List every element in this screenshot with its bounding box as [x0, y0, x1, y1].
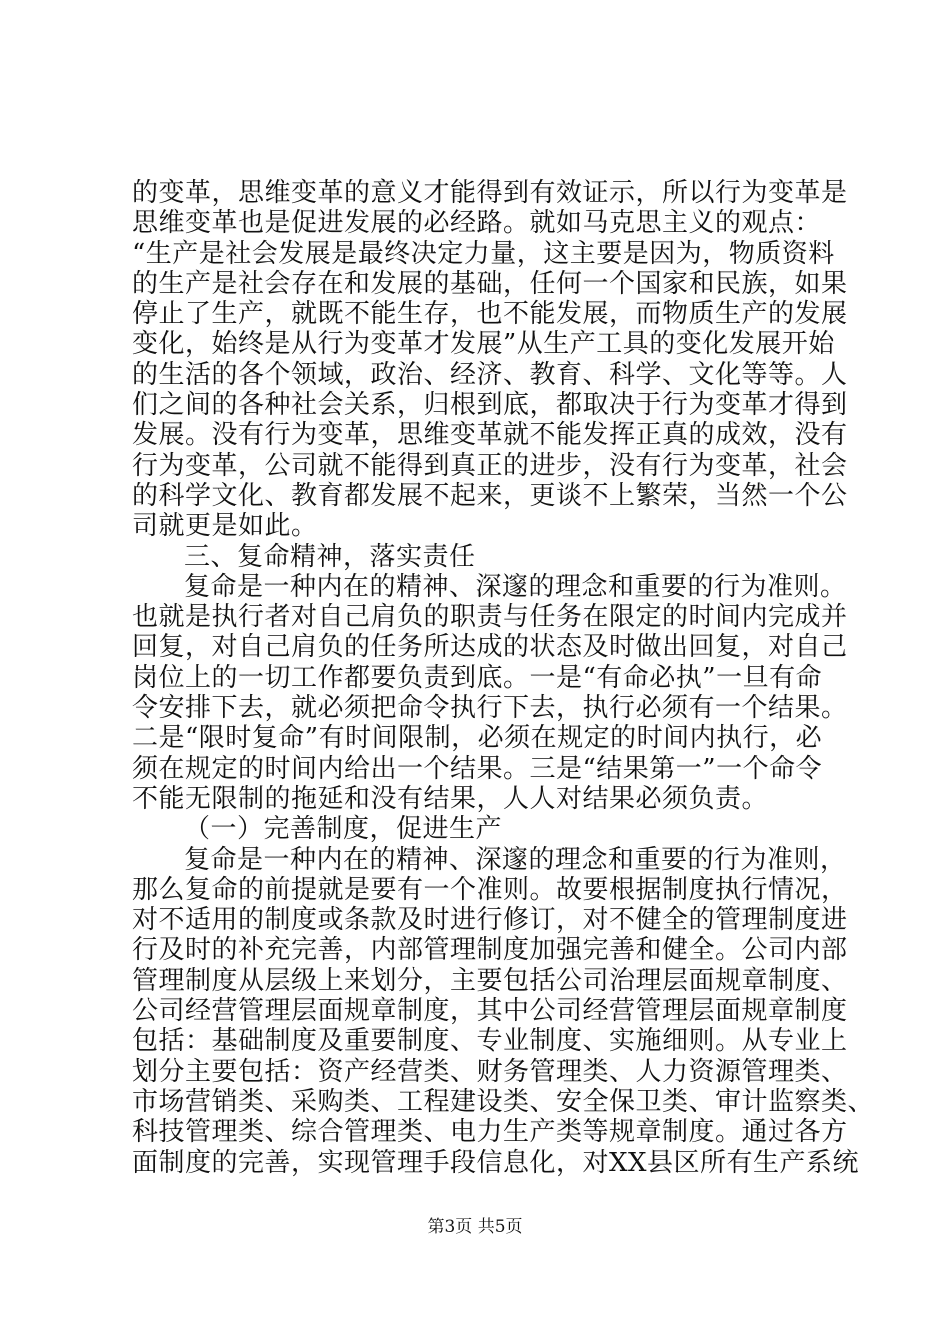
text-line: 司就更是如此。: [132, 511, 318, 542]
text-line: 管理制度从层级上来划分，主要包括公司治理层面规章制度、: [132, 965, 848, 996]
text-line: 停止了生产，就既不能生存，也不能发展，而物质生产的发展: [132, 299, 848, 330]
text-line: “生产是社会发展是最终决定力量，这主要是因为，物质资料: [132, 238, 835, 269]
paragraph-first-line: 复命是一种内在的精神、深邃的理念和重要的行为准则，: [184, 844, 847, 875]
paragraph-first-line: 复命是一种内在的精神、深邃的理念和重要的行为准则。: [184, 571, 847, 602]
text-line: 的生产是社会存在和发展的基础，任何一个国家和民族，如果: [132, 268, 848, 299]
text-line: 的生活的各个领域，政治、经济、教育、科学、文化等等。人: [132, 359, 848, 390]
text-line: 那么复命的前提就是要有一个准则。故要根据制度执行情况，: [132, 874, 848, 905]
text-line: 须在规定的时间内给出一个结果。三是“结果第一”一个命令: [132, 753, 823, 784]
text-line: 行为变革，公司就不能得到真正的进步，没有行为变革，社会: [132, 450, 848, 481]
text-line: 发展。没有行为变革，思维变革就不能发挥正真的成效，没有: [132, 420, 848, 451]
text-line: 回复，对自己肩负的任务所达成的状态及时做出回复，对自己: [132, 632, 848, 663]
text-line: 科技管理类、综合管理类、电力生产类等规章制度。通过各方: [132, 1117, 848, 1148]
text-line: 们之间的各种社会关系，归根到底，都取决于行为变革才得到: [132, 390, 848, 421]
text-line: 变化，始终是从行为变革才发展”从生产工具的变化发展开始: [132, 329, 835, 360]
text-line: 不能无限制的拖延和没有结果，人人对结果必须负责。: [132, 783, 769, 814]
text-line: 对不适用的制度或条款及时进行修订，对不健全的管理制度进: [132, 905, 848, 936]
text-line: 岗位上的一切工作都要负责到底。一是“有命必执”一旦有命: [132, 662, 823, 693]
text-line: 包括：基础制度及重要制度、专业制度、实施细则。从专业上: [132, 1026, 848, 1057]
text-line: 的变革，思维变革的意义才能得到有效证示，所以行为变革是: [132, 178, 848, 208]
text-line: 令安排下去，就必须把命令执行下去，执行必须有一个结果。: [132, 693, 848, 724]
page-footer: [0, 1216, 950, 1238]
text-line: 行及时的补充完善，内部管理制度加强完善和健全。公司内部: [132, 935, 848, 966]
text-line: 市场营销类、采购类、工程建设类、安全保卫类、审计监察类、: [132, 1086, 875, 1117]
text-line: 面制度的完善，实现管理手段信息化，对XX县区所有生产系统: [132, 1147, 860, 1178]
subsection-heading: （一）完善制度，促进生产: [184, 814, 503, 845]
text-line: 公司经营管理层面规章制度，其中公司经营管理层面规章制度: [132, 996, 848, 1027]
text-line: 思维变革也是促进发展的必经路。就如马克思主义的观点：: [132, 208, 822, 239]
document-body: [132, 178, 875, 1178]
text-line: 二是“限时复命”有时间限制，必须在规定的时间内执行，必: [132, 723, 823, 754]
text-line: 划分主要包括：资产经营类、财务管理类、人力资源管理类、: [132, 1056, 848, 1087]
text-line: 也就是执行者对自己肩负的职责与任务在限定的时间内完成并: [132, 602, 848, 633]
page-number: 第3页 共5页: [427, 1217, 523, 1237]
section-heading: 三、复命精神，落实责任: [184, 541, 476, 572]
text-line: 的科学文化、教育都发展不起来，更谈不上繁荣，当然一个公: [132, 480, 848, 511]
